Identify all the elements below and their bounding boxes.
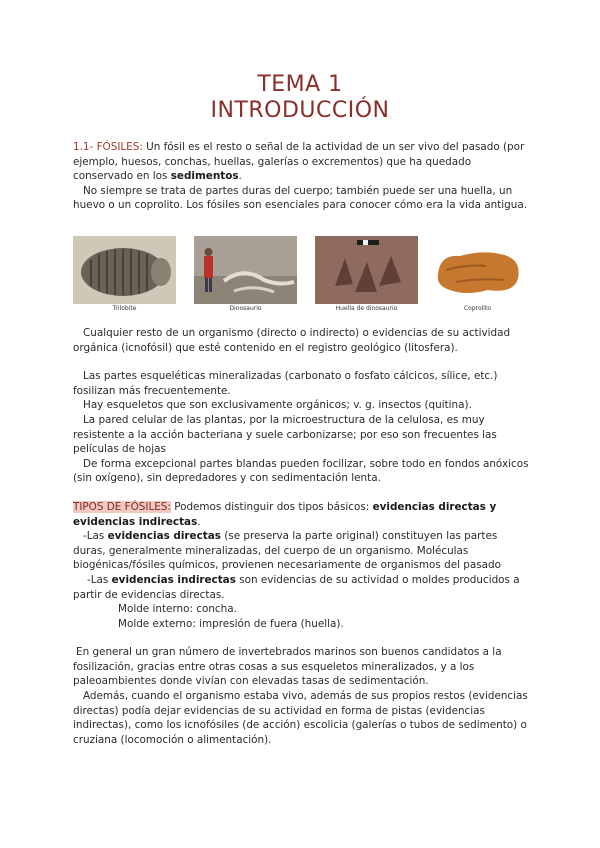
caption-coprolito: Coprolito <box>463 305 492 312</box>
figure-row <box>73 236 529 316</box>
paragraph-partes-duras: No siempre se trata de partes duras del cuerpo; también puede ser una huella, un huevo o un coprolito. Los fósiles son esenciales para conocer cómo era la vida antigua. <box>73 184 528 212</box>
figure-huella <box>315 236 418 312</box>
paragraph-ademas: Además, cuando el organismo estaba vivo, además de sus propios restos (evidencias directas) podía dejar evidencias de su actividad en forma de pistas (evidencias indirectas), como los icnofósiles (de acción) escolicia (galerías o tubos de sedimento) o cruziana (locomoción o alimentación). <box>73 690 528 746</box>
molde-externo: Molde externo: impresión de fuera (huella). <box>118 617 344 630</box>
paragraph-tipos-fosiles: TIPOS DE FÓSILES: Podemos distinguir dos tipos básicos: evidencias directas y evidencias indirectas. <box>73 500 497 528</box>
coprolite-photo-icon <box>426 236 529 304</box>
paragraph-partes-blandas: De forma excepcional partes blandas pueden focilizar, sobre todo en fondos anóxicos (sin oxígeno), sin depredadores y con sedimentación lenta. <box>73 457 529 485</box>
dinosaur-footprint-photo-icon <box>315 236 418 304</box>
paragraph-pared-celular: La pared celular de las plantas, por la microestructura de la celulosa, es muy resistente a la acción bacteriana y suele carbonizarse; por eso son frecuentes las películas de hojas <box>73 413 497 456</box>
paragraph-partes-esqueleticas: Las partes esqueléticas mineralizadas (carbonato o fosfato cálcicos, sílice, etc.) fosilizan más frecuentemente. <box>73 370 498 397</box>
figure-coprolito <box>426 236 529 312</box>
molde-interno: Molde interno: concha. <box>118 603 237 616</box>
section-fosiles <box>73 140 529 213</box>
title-line-2: INTRODUCCIÓN <box>210 98 390 123</box>
paragraph-esqueletos-organicos: Hay esqueletos que son exclusivamente orgánicos; v. g. insectos (quitina). <box>83 399 472 412</box>
caption-huella: Huella de dinosaurio <box>335 305 398 312</box>
figure-dinosaurio <box>194 236 297 312</box>
trilobite-photo-icon <box>73 236 176 304</box>
section-heading-tipos: TIPOS DE FÓSILES: <box>73 500 171 513</box>
section-heading-fosiles: 1.1- FÓSILES: <box>73 141 143 153</box>
caption-dinosaurio: Dinosaurio <box>229 305 262 312</box>
paragraph-evidencias-indirectas: -Las evidencias indirectas son evidencias de su actividad o moldes producidos a partir de evidencias directas. <box>73 573 520 601</box>
title-line-1: TEMA 1 <box>257 72 343 97</box>
caption-trilobite: Trilobite <box>112 305 137 312</box>
figure-trilobite <box>73 236 176 312</box>
paragraph-evidencias-directas: -Las evidencias directas (se preserva la parte original) constituyen las partes duras, generalmente mineralizadas, del cuerpo de un organismo. Moléculas biogénicas/fósiles químicos, provienen necesariamente de organismos del pasado <box>73 530 501 572</box>
section-resto <box>73 326 529 747</box>
dinosaur-excavation-photo-icon <box>194 236 297 304</box>
paragraph-resto-organismo: Cualquier resto de un organismo (directo o indirecto) o evidencias de su actividad orgánica (icnofósil) que esté contenido en el registro geológico (litosfera). <box>73 327 511 354</box>
paragraph-invertebrados: En general un gran número de invertebrados marinos son buenos candidatos a la fosilización, gracias entre otras cosas a sus esqueletos mineralizados, y a los paleoambientes donde vivían con elevadas tasas de sedimentación. <box>73 646 502 688</box>
fosil-definition: 1.1- FÓSILES: Un fósil es el resto o señal de la actividad de un ser vivo del pasado (por ejemplo, huesos, conchas, huellas, galerías o excrementos) que ha quedado conservado en los sedimentos. <box>73 141 525 183</box>
